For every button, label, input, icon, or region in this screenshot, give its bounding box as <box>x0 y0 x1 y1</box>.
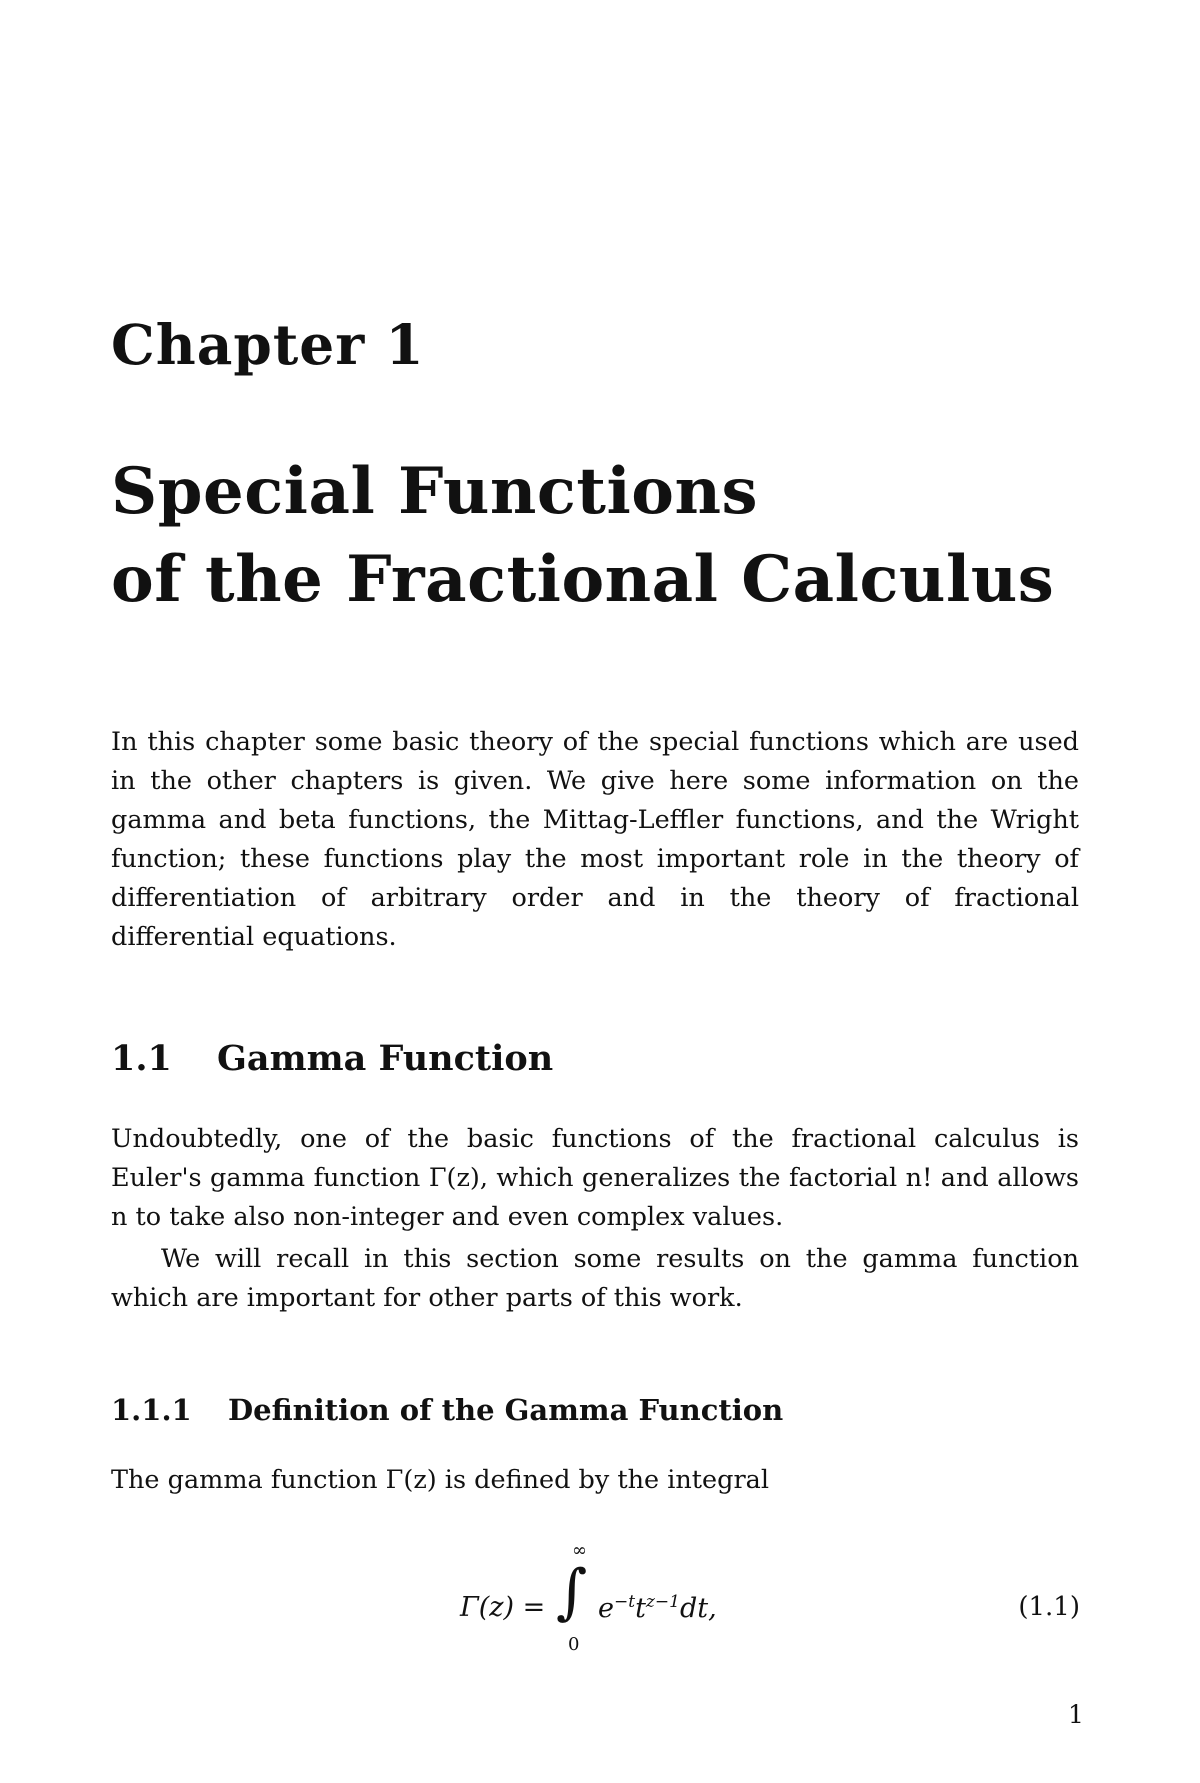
equation-lhs: Γ(z) = <box>460 1592 546 1623</box>
section-heading <box>111 1038 553 1079</box>
equation-number: (1.1) <box>1018 1592 1080 1622</box>
section-paragraph-1: Undoubtedly, one of the basic functions of the fractional calculus is Euler's gamma function Γ(z), which generalizes the factorial n! and allows n to take also non-integer and even complex values. <box>111 1124 1079 1232</box>
chapter-abstract: In this chapter some basic theory of the special functions which are used in the other chapters is given. We give here some information on the gamma and beta functions, the Mittag-Leffler functions, and the Wright function; these functions play the most important role in the theory of differentiation of arbitrary order and in the theory of fractional differential equations. <box>111 727 1079 952</box>
integrand-dt: dt, <box>679 1593 717 1624</box>
chapter-label: Chapter 1 <box>111 312 425 377</box>
section-title: Gamma Function <box>217 1038 554 1079</box>
integral-lower-limit: 0 <box>568 1634 580 1655</box>
integrand-base-t: t <box>635 1593 646 1624</box>
equation-1-1 <box>460 1540 1080 1660</box>
chapter-title-line1: Special Functions <box>111 454 758 529</box>
section-number: 1.1 <box>111 1038 172 1079</box>
integrand-exp-t: z−1 <box>645 1592 680 1612</box>
subsection-heading <box>111 1393 783 1427</box>
integrand-base-e: e <box>598 1593 614 1624</box>
integrand-exp-e: −t <box>613 1592 636 1612</box>
chapter-title-line2: of the Fractional Calculus <box>111 542 1055 617</box>
equation-integrand <box>598 1592 717 1624</box>
section-paragraph-2: We will recall in this section some results on the gamma function which are important for other parts of this work. <box>111 1244 1079 1313</box>
subsection-paragraph: The gamma function Γ(z) is defined by the integral <box>111 1465 770 1495</box>
integral-sign: ∫ <box>556 1557 588 1627</box>
subsection-title: Definition of the Gamma Function <box>228 1393 784 1427</box>
integral-upper-limit: ∞ <box>572 1540 587 1561</box>
page-number: 1 <box>1068 1700 1084 1729</box>
chapter-title <box>111 448 1054 624</box>
subsection-number: 1.1.1 <box>111 1393 192 1427</box>
